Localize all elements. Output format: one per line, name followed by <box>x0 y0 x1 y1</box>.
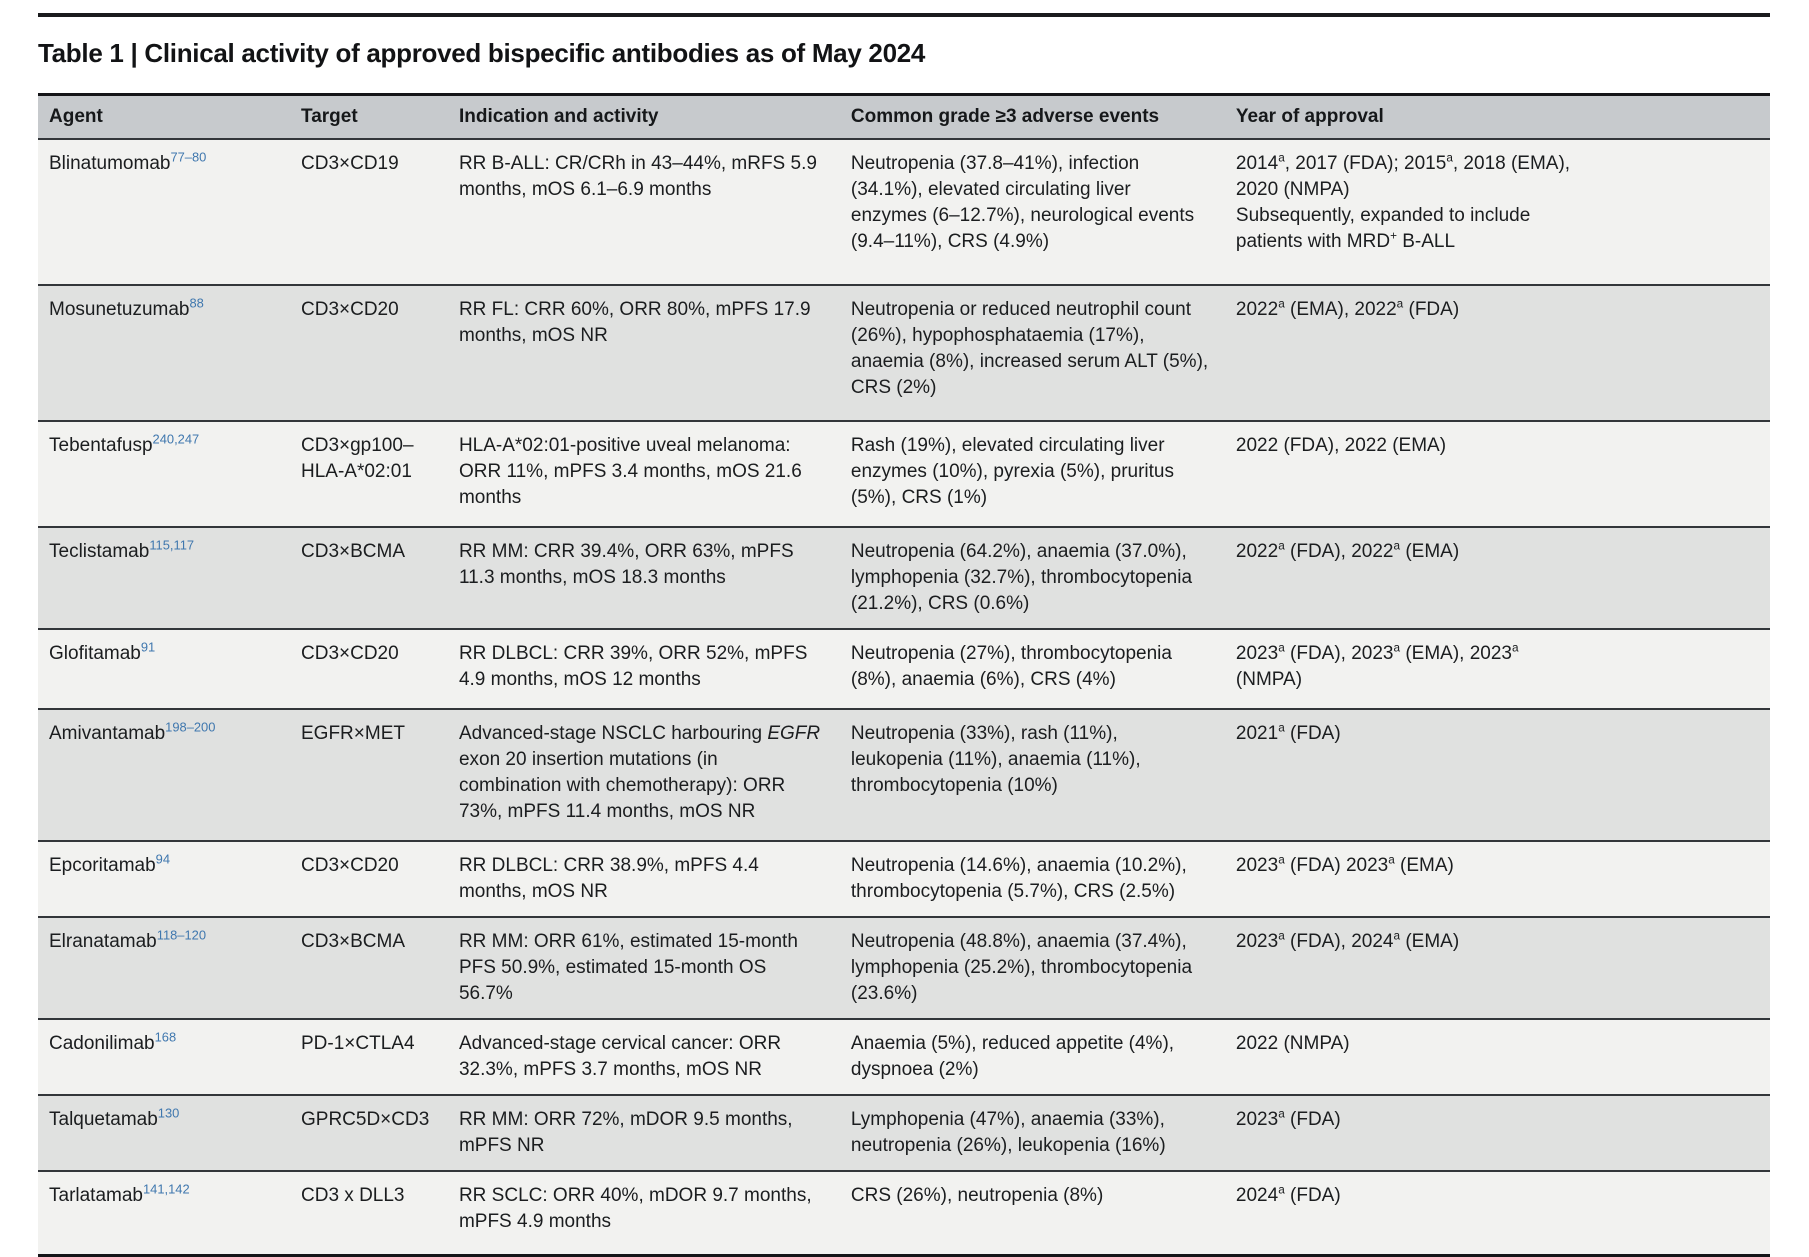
adverse-events-cell: Anaemia (5%), reduced appetite (4%), dyspnoea (2%) <box>850 1033 1175 1080</box>
reference-link[interactable]: 130 <box>157 1105 180 1121</box>
target-cell: CD3×BCMA <box>301 931 405 952</box>
adverse-events-cell: Neutropenia (14.6%), anaemia (10.2%), thrombocytopenia (5.7%), CRS (2.5%) <box>850 855 1187 902</box>
approval-text: 2022 (FDA), 2022 (EMA) <box>1235 435 1447 456</box>
column-header-approval: Year of approval <box>1235 106 1384 127</box>
indication-cell: RR FL: CRR 60%, ORR 80%, mPFS 17.9 months, mOS NR <box>458 299 811 346</box>
reference-link[interactable]: 240,247 <box>152 431 200 447</box>
target-cell: PD-1×CTLA4 <box>301 1033 415 1054</box>
target-cell: CD3×BCMA <box>301 541 405 562</box>
indication-cell: Advanced-stage NSCLC harbouring EGFR exon 20 insertion mutations (in combination with chemotherapy): ORR 73%, mPFS 11.4 months, mOS NR <box>458 723 821 822</box>
table-row <box>38 1170 1770 1254</box>
indication-cell: HLA-A*02:01-positive uveal melanoma: ORR 11%, mPFS 3.4 months, mOS 21.6 months <box>458 435 802 508</box>
agent-name: Glofitamab <box>49 643 141 664</box>
indication-cell: RR MM: CRR 39.4%, ORR 63%, mPFS 11.3 months, mOS 18.3 months <box>458 541 794 588</box>
table-row <box>38 628 1770 708</box>
approval-text: 2021$^a$ (FDA) <box>1235 721 1341 744</box>
table-row <box>38 1094 1770 1170</box>
table-row <box>38 138 1770 284</box>
approval-cell <box>1225 918 1770 1018</box>
agent-cell <box>38 422 290 526</box>
approval-text: 2022$^a$ (EMA), 2022$^a$ (FDA) <box>1235 297 1460 320</box>
target-cell: EGFR×MET <box>301 723 405 744</box>
clinical-activity-table <box>38 93 1770 1257</box>
reference-link[interactable]: 91 <box>140 639 156 655</box>
column-header-adverse: Common grade ≥3 adverse events <box>850 106 1160 127</box>
approval-cell <box>1225 842 1770 916</box>
approval-text: 2023$^a$ (FDA) <box>1235 1107 1341 1130</box>
indication-cell: RR DLBCL: CRR 38.9%, mPFS 4.4 months, mOS NR <box>458 855 759 902</box>
approval-cell <box>1225 1096 1770 1170</box>
approval-cell <box>1225 630 1770 708</box>
target-cell: CD3×gp100–HLA-A*02:01 <box>301 435 414 482</box>
approval-text: 2023$^a$ (FDA) 2023$^a$ (EMA) <box>1235 853 1454 876</box>
reference-link[interactable]: 94 <box>155 851 171 867</box>
adverse-events-cell: CRS (26%), neutropenia (8%) <box>850 1185 1104 1206</box>
agent-name: Cadonilimab <box>49 1033 155 1054</box>
indication-cell: RR SCLC: ORR 40%, mDOR 9.7 months, mPFS 4.9 months <box>458 1185 812 1232</box>
agent-cell <box>38 1020 290 1094</box>
target-cell: CD3×CD20 <box>301 643 399 664</box>
agent-cell <box>38 140 290 284</box>
approval-text: 2022 (NMPA) <box>1235 1033 1350 1054</box>
adverse-events-cell: Neutropenia (37.8–41%), infection (34.1%), elevated circulating liver enzymes (6–12.7%), neurological events (9.4–11%), CRS (4.9%) <box>850 153 1195 252</box>
adverse-events-cell: Lymphopenia (47%), anaemia (33%), neutropenia (26%), leukopenia (16%) <box>850 1109 1166 1156</box>
approval-text: 2024$^a$ (FDA) <box>1235 1183 1341 1206</box>
agent-cell <box>38 528 290 628</box>
indication-cell: RR B-ALL: CR/CRh in 43–44%, mRFS 5.9 months, mOS 6.1–6.9 months <box>458 153 817 200</box>
agent-name: Epcoritamab <box>49 855 156 876</box>
target-cell: CD3×CD20 <box>301 299 399 320</box>
approval-text: 2023$^a$ (FDA), 2023$^a$ (EMA), 2023$^a$ (NMPA) <box>1235 641 1519 690</box>
agent-cell <box>38 1172 290 1254</box>
target-cell: CD3 x DLL3 <box>301 1185 405 1206</box>
approval-cell <box>1225 286 1770 420</box>
table-row <box>38 1018 1770 1094</box>
column-header-agent: Agent <box>49 106 103 127</box>
agent-cell <box>38 286 290 420</box>
adverse-events-cell: Rash (19%), elevated circulating liver enzymes (10%), pyrexia (5%), pruritus (5%), CRS (1%) <box>850 435 1174 508</box>
reference-link[interactable]: 118–120 <box>156 927 207 943</box>
table-header-row <box>38 93 1770 138</box>
adverse-events-cell: Neutropenia (64.2%), anaemia (37.0%), lymphopenia (32.7%), thrombocytopenia (21.2%), CRS (0.6%) <box>850 541 1193 614</box>
agent-cell <box>38 710 290 840</box>
reference-link[interactable]: 77–80 <box>170 149 207 165</box>
adverse-events-cell: Neutropenia (33%), rash (11%), leukopenia (11%), anaemia (11%), thrombocytopenia (10%) <box>850 723 1141 796</box>
column-header-indication: Indication and activity <box>458 106 659 127</box>
reference-link[interactable]: 141,142 <box>143 1181 190 1197</box>
approval-cell <box>1225 710 1770 840</box>
agent-name: Blinatumomab <box>49 153 171 174</box>
agent-name: Amivantamab <box>49 723 166 744</box>
agent-name: Teclistamab <box>49 541 150 562</box>
table-title: Table 1 | Clinical activity of approved bispecific antibodies as of May 2024 <box>38 38 926 68</box>
approval-cell <box>1225 528 1770 628</box>
adverse-events-cell: Neutropenia or reduced neutrophil count (26%), hypophosphataemia (17%), anaemia (8%), increased serum ALT (5%), CRS (2%) <box>850 299 1209 398</box>
table-row <box>38 708 1770 840</box>
approval-cell <box>1225 1172 1770 1254</box>
indication-cell: RR DLBCL: CRR 39%, ORR 52%, mPFS 4.9 months, mOS 12 months <box>458 643 808 690</box>
table-row <box>38 284 1770 420</box>
table-row <box>38 420 1770 526</box>
agent-name: Mosunetuzumab <box>49 299 190 320</box>
indication-cell: Advanced-stage cervical cancer: ORR 32.3%, mPFS 3.7 months, mOS NR <box>458 1033 782 1080</box>
indication-cell: RR MM: ORR 72%, mDOR 9.5 months, mPFS NR <box>458 1109 793 1156</box>
approval-text: 2022$^a$ (FDA), 2022$^a$ (EMA) <box>1235 539 1460 562</box>
approval-text: 2014$^a$, 2017 (FDA); 2015$^a$, 2018 (EMA), 2020 (NMPA) Subsequently, expanded to include patients with MRD+ B-ALL <box>1235 151 1571 252</box>
column-header-target: Target <box>301 106 358 127</box>
agent-cell <box>38 842 290 916</box>
reference-link[interactable]: 168 <box>154 1029 177 1045</box>
adverse-events-cell: Neutropenia (27%), thrombocytopenia (8%), anaemia (6%), CRS (4%) <box>850 643 1172 690</box>
agent-name: Tarlatamab <box>49 1185 143 1206</box>
approval-cell <box>1225 422 1770 526</box>
adverse-events-cell: Neutropenia (48.8%), anaemia (37.4%), lymphopenia (25.2%), thrombocytopenia (23.6%) <box>850 931 1193 1004</box>
paper-page <box>38 0 1770 1257</box>
agent-name: Talquetamab <box>49 1109 158 1130</box>
reference-link[interactable]: 198–200 <box>165 719 216 735</box>
table-row <box>38 916 1770 1018</box>
approval-text: 2023$^a$ (FDA), 2024$^a$ (EMA) <box>1235 929 1460 952</box>
agent-cell <box>38 918 290 1018</box>
target-cell: CD3×CD19 <box>301 153 399 174</box>
table-row <box>38 840 1770 916</box>
table-body <box>38 138 1770 1254</box>
agent-name: Elranatamab <box>49 931 157 952</box>
table-row <box>38 526 1770 628</box>
reference-link[interactable]: 88 <box>189 295 204 311</box>
approval-cell <box>1225 140 1770 284</box>
target-cell: CD3×CD20 <box>301 855 399 876</box>
agent-cell <box>38 1096 290 1170</box>
top-rule-divider <box>38 13 1770 17</box>
agent-cell <box>38 630 290 708</box>
reference-link[interactable]: 115,117 <box>149 537 195 553</box>
approval-cell <box>1225 1020 1770 1094</box>
agent-name: Tebentafusp <box>49 435 153 456</box>
indication-cell: RR MM: ORR 61%, estimated 15-month PFS 50.9%, estimated 15-month OS 56.7% <box>458 931 798 1004</box>
target-cell: GPRC5D×CD3 <box>301 1109 430 1130</box>
